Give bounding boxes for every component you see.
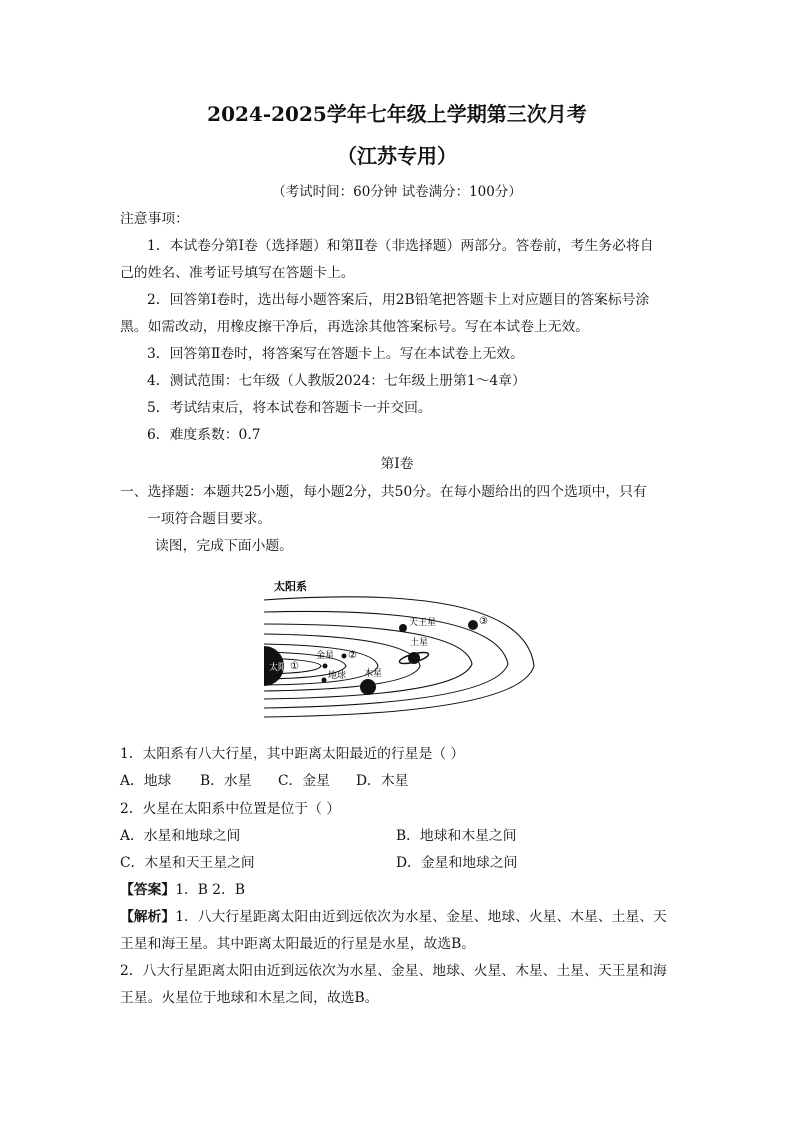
exam-subtitle: （江苏专用） <box>337 144 457 168</box>
note-2b: 黑。如需改动，用橡皮擦干净后，再选涂其他答案标号。写在本试卷上无效。 <box>120 319 590 335</box>
jupiter-dot <box>360 679 376 695</box>
q2-option-a: A．水星和地球之间 <box>120 828 241 844</box>
answer-line <box>120 878 245 898</box>
q1-option-b: B．水星 <box>200 773 252 789</box>
note-1a: 1．本试卷分第Ⅰ卷（选择题）和第Ⅱ卷（非选择题）两部分。答卷前，考生务必将自 <box>147 238 654 254</box>
saturn-body <box>408 652 420 664</box>
venus-dot <box>323 664 328 669</box>
q2-option-b: B．地球和木星之间 <box>396 828 517 844</box>
venus-label: 金星 <box>316 650 335 660</box>
earth-label: 地球 <box>328 670 347 680</box>
uranus-label: 天王星 <box>409 617 437 627</box>
saturn-label: 土星 <box>410 637 429 647</box>
analysis-line-4: 王星。火星位于地球和木星之间，故选B。 <box>120 990 379 1006</box>
note-5: 5．考试结束后，将本试卷和答题卡一并交回。 <box>147 400 432 416</box>
analysis-text-1: 1．八大行星距离太阳由近到远依次为水星、金星、地球、火星、木星、土星、天 <box>175 909 667 925</box>
marker-2: ② <box>348 650 357 661</box>
exam-info: （考试时间：60分钟 试卷满分：100分） <box>272 184 522 200</box>
q1-stem: 1．太阳系有八大行星，其中距离太阳最近的行星是（ ） <box>120 746 465 762</box>
volume-heading: 第Ⅰ卷 <box>380 456 414 472</box>
q2-stem: 2．火星在太阳系中位置是位于（ ） <box>120 801 341 817</box>
note-2a: 2．回答第Ⅰ卷时，选出每小题答案后，用2B铅笔把答题卡上对应题目的答案标号涂 <box>147 292 650 308</box>
q2-option-d: D．金星和地球之间 <box>396 855 518 871</box>
orbit-outer <box>264 597 534 717</box>
marker-1: ① <box>290 661 299 672</box>
earth-dot <box>322 678 327 683</box>
analysis-line-1 <box>120 905 667 925</box>
q1-option-c: C．金星 <box>278 773 330 789</box>
analysis-line-3: 2．八大行星距离太阳由近到远依次为水星、金星、地球、火星、木星、土星、天王星和海 <box>120 963 667 979</box>
note-6: 6．难度系数：0.7 <box>147 427 261 443</box>
section-intro-a: 一、选择题：本题共25小题，每小题2分，共50分。在每小题给出的四个选项中，只有 <box>120 484 647 500</box>
note-1b: 己的姓名、准考证号填写在答题卡上。 <box>120 265 355 281</box>
section-intro-b: 一项符合题目要求。 <box>147 511 272 527</box>
q2-option-c: C．木星和天王星之间 <box>120 855 255 871</box>
diagram-title: 太阳系 <box>274 581 307 593</box>
orbit-4 <box>264 634 420 691</box>
q1-option-d: D．木星 <box>356 773 409 789</box>
solar-system-diagram <box>264 574 539 722</box>
note-3: 3．回答第Ⅱ卷时，将答案写在答题卡上。写在本试卷上无效。 <box>147 346 524 362</box>
exam-title: 2024-2025学年七年级上学期第三次月考 <box>207 102 587 126</box>
marker-3: ③ <box>479 616 488 627</box>
answer-text: 1．B 2．B <box>175 882 246 898</box>
neptune-dot <box>468 620 478 630</box>
mars-dot <box>342 654 347 659</box>
jupiter-label: 木星 <box>364 668 383 678</box>
answer-label: 【答案】 <box>120 882 176 898</box>
read-instruction: 读图，完成下面小题。 <box>155 538 293 554</box>
sun-label: 太阳 <box>269 662 288 672</box>
notes-heading: 注意事项： <box>120 211 189 227</box>
note-4: 4．测试范围：七年级（人教版2024：七年级上册第1～4章） <box>147 373 526 389</box>
analysis-line-2: 王星和海王星。其中距离太阳最近的行星是水星，故选B。 <box>120 936 476 952</box>
analysis-label: 【解析】 <box>120 909 176 925</box>
q1-option-a: A．地球 <box>120 773 172 789</box>
uranus-dot <box>399 624 407 632</box>
